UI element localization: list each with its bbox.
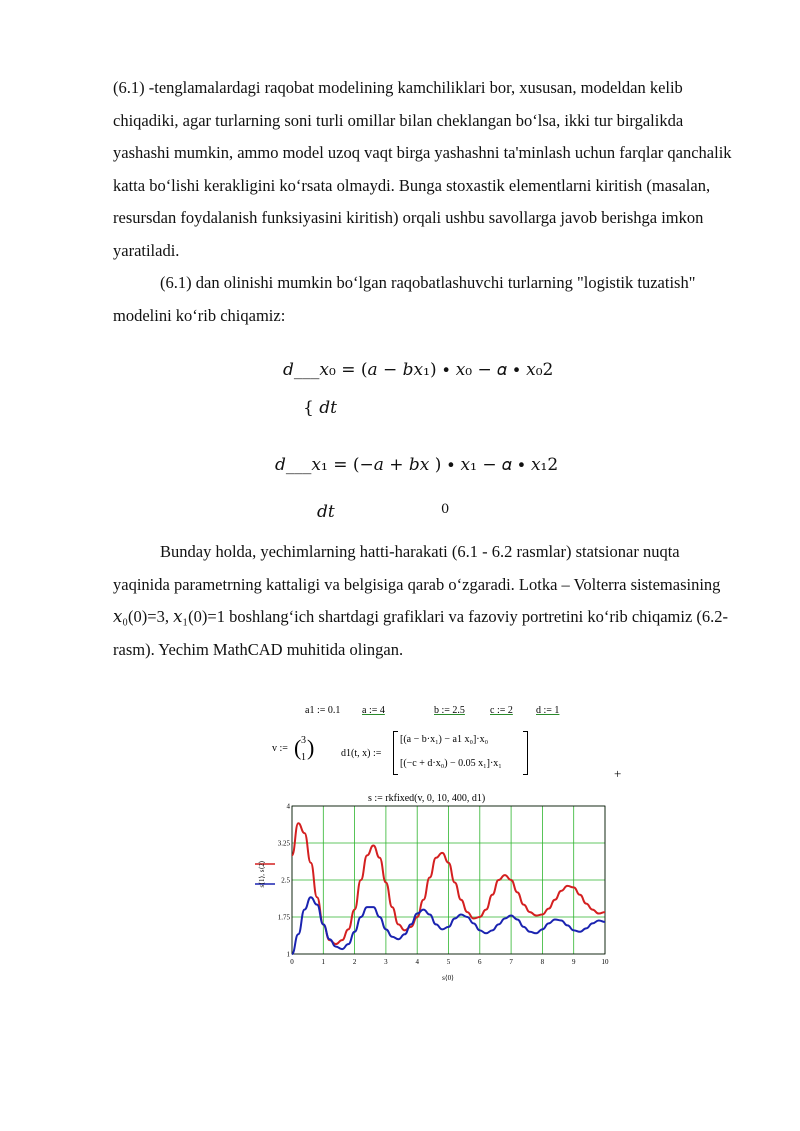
param-a: a := 4: [362, 705, 385, 716]
y-tick-label: 1.75: [277, 913, 290, 922]
param-a1: a1 := 0.1: [305, 705, 341, 716]
v-value-1: 1: [301, 752, 306, 763]
chart-grid: [292, 806, 605, 954]
plus-marker: +: [614, 766, 622, 781]
equation-1-denominator: { 𝑑𝑡: [303, 398, 337, 418]
x-tick-label: 8: [540, 958, 545, 966]
equation-2-denominator: 𝑑𝑡: [317, 502, 335, 522]
x-tick-label: 1: [321, 958, 326, 966]
y-axis-label: s⟨1⟩, s⟨2⟩: [258, 860, 266, 888]
x-tick-label: 10: [601, 958, 609, 966]
x-tick-label: 9: [571, 958, 576, 966]
x-tick-label: 6: [478, 958, 482, 966]
d1-definition: d1(t, x) :=: [341, 748, 382, 759]
paragraph-3: Bunday holda, yechimlarning hatti-harakati (6.1 - 6.2 rasmlar) statsionar nuqta yaqinida parametrning kattaligi va belgisiga qarab o‘zgaradi. Lotka – Volterra sistemasining 𝑥₀(0)=3, 𝑥₁(0)=1 boshlang‘ich shartdagi grafiklari va fazoviy portretini ko‘rib chiqamiz (6.2- rasm). Yechim MathCAD muhitida olingan.: [113, 542, 729, 659]
rkfixed-command: s := rkfixed(v, 0, 10, 400, d1): [368, 793, 486, 804]
x-tick-label: 3: [384, 958, 388, 966]
equation-2: 𝑑___𝑥₁ = (−𝑎 + 𝑏𝑥 ) ∙ 𝑥₁ − 𝛼 ∙ 𝑥₁2: [275, 455, 559, 475]
tick-labels: [278, 803, 609, 967]
y-tick-label: 1: [286, 950, 290, 959]
paragraph-2: (6.1) dan olinishi mumkin bo‘lgan raqobatlashuvchi turlarning "logistik tuzatish" modelini ko‘rib chiqamiz:: [113, 273, 696, 325]
param-b: b := 2.5: [434, 705, 465, 716]
equation-1: 𝑑___𝑥₀ = (𝑎 − 𝑏𝑥₁) ∙ 𝑥₀ − 𝛼 ∙ 𝑥₀2: [283, 360, 554, 380]
x-axis-label: s⟨0⟩: [442, 974, 454, 982]
x-tick-label: 2: [352, 958, 357, 966]
x-tick-label: 0: [290, 958, 294, 966]
equation-2-subscript: 0: [441, 502, 450, 517]
x-tick-label: 4: [415, 958, 419, 966]
paragraph-1: (6.1) -tenglamalardagi raqobat modelining kamchiliklari bor, xususan, modeldan kelib chiqadiki, agar turlarning soni turli omillar bilan cheklangan bo‘lsa, ikki tur birgalikda yashashi mumkin, ammo model uzoq vaqt birga yashashni ta'minlash uchun farqlar qanchalik katta bo‘lishi kerakligini ko‘rsata olmaydi. Bunga stoxastik elementlarni kiritish (masalan, resursdan foydalanish funksiyasini kiritish) orqali ushbu savollarga javob berishga imkon yaratiladi.: [113, 78, 732, 260]
solution-chart: [250, 800, 620, 990]
y-tick-label: 4: [286, 802, 290, 811]
v-definition: v :=: [272, 743, 288, 754]
v-value-0: 3: [301, 735, 306, 746]
y-tick-label: 2.5: [281, 876, 290, 885]
v-paren-right: ): [307, 735, 315, 760]
x-tick-label: 7: [509, 958, 513, 966]
d1-row-1: [(a − b·x₁) − a1 x₀]·x₀: [400, 734, 489, 745]
param-d: d := 1: [536, 705, 560, 716]
x-tick-label: 5: [446, 958, 451, 966]
y-tick-label: 3.25: [277, 839, 290, 848]
d1-row-2: [(−c + d·x₀) − 0.05 x₁]·x₁: [400, 758, 502, 769]
v-paren-left: (: [294, 735, 302, 760]
param-c: c := 2: [490, 705, 513, 716]
